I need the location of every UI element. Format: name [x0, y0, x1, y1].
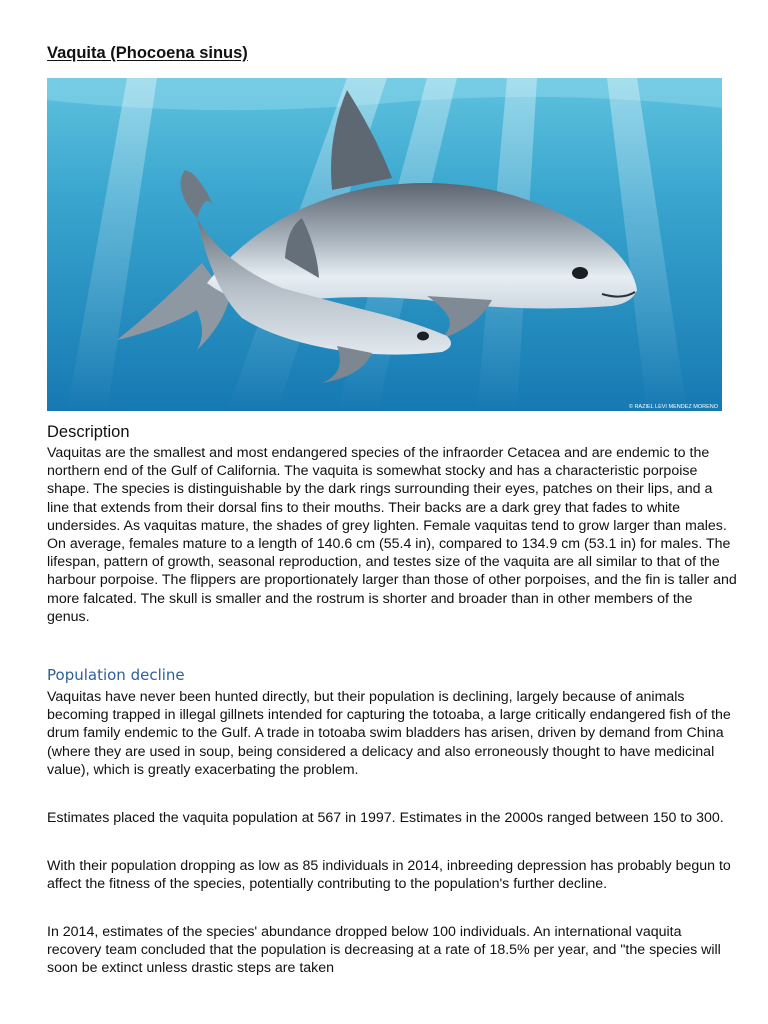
description-paragraph: Vaquitas are the smallest and most endangered species of the infraorder Cetacea and are endemic to the northern end of the Gulf of California. The vaquita is somewhat stocky and has a characteristic porpoise shape. The species is distinguishable by the dark rings surrounding their eyes, patches on their lips, and a line that extends from their dorsal fins to their mouths. Their backs are a dark grey that fades to white undersides. As vaquitas mature, the shades of grey lighten. Female vaquitas tend to grow larger than males. On average, females mature to a length of 140.6 cm (55.4 in), compared to 134.9 cm (53.1 in) for males. The lifespan, pattern of growth, seasonal reproduction, and testes size of the vaquita are all similar to that of the harbour porpoise. The flippers are proportionately larger than those of other porpoises, and the fin is taller and more falcated. The skull is smaller and the rostrum is shorter and broader than in other members of the genus.: [47, 445, 737, 625]
population-paragraph-3: With their population dropping as low as 85 individuals in 2014, inbreeding depression has probably begun to affect the fitness of the species, potentially contributing to the population's further decline.: [47, 858, 731, 893]
photo-credit: © RAZIEL LEVI MENDEZ MORENO: [628, 404, 718, 410]
description-heading: Description: [47, 423, 130, 441]
population-paragraph-4: In 2014, estimates of the species' abundance dropped below 100 individuals. An international vaquita recovery team concluded that the population is decreasing at a rate of 18.5% per year, and "the species will soon be extinct unless drastic steps are taken: [47, 924, 721, 977]
underwater-illustration: [47, 78, 722, 411]
vaquita-photo: [47, 78, 722, 411]
population-paragraph-1: Vaquitas have never been hunted directly, but their population is declining, largely because of animals becoming trapped in illegal gillnets intended for capturing the totoaba, a large critically endangered fish of the drum family endemic to the Gulf. A trade in totoaba swim bladders has arisen, driven by demand from China (where they are used in soup, being considered a delicacy and also erroneously thought to have medicinal value), which is greatly exacerbating the problem.: [47, 689, 731, 778]
population-decline-heading: Population decline: [47, 666, 185, 684]
page-title: Vaquita (Phocoena sinus): [47, 44, 248, 62]
population-paragraph-2: Estimates placed the vaquita population at 567 in 1997. Estimates in the 2000s ranged between 150 to 300.: [47, 810, 724, 826]
